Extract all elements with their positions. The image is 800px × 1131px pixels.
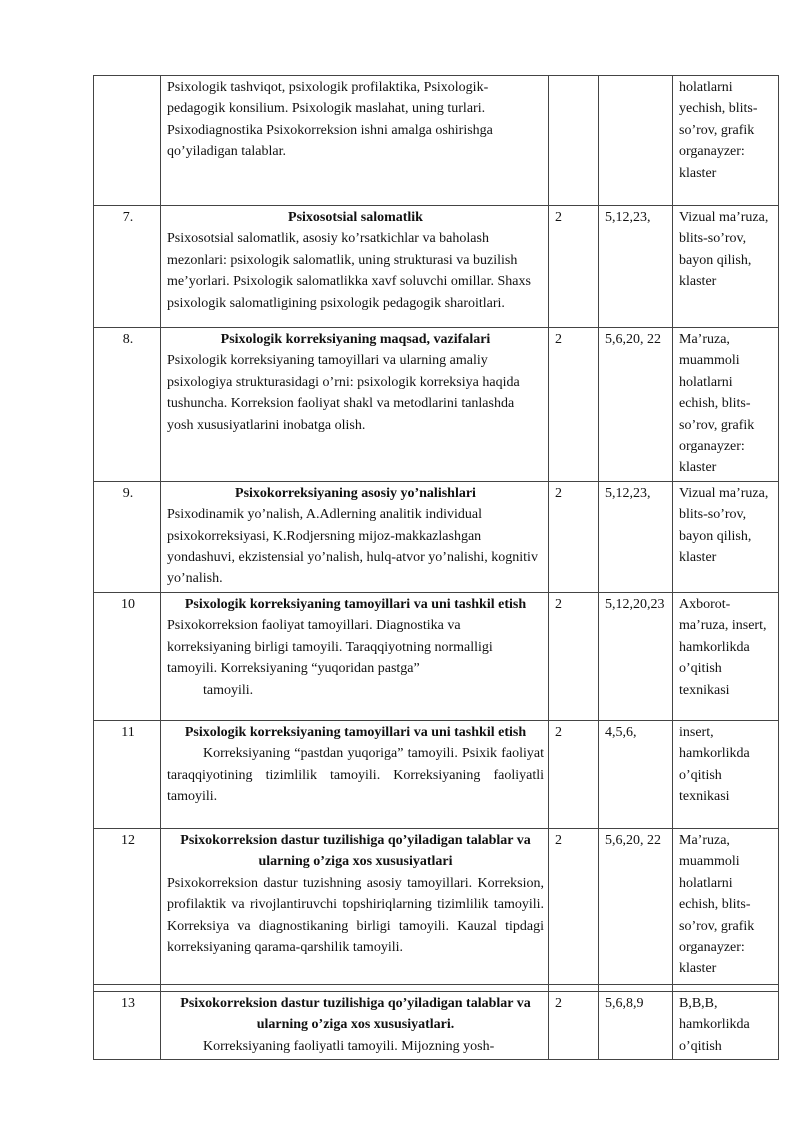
literature-cell: 5,12,23, (599, 206, 673, 328)
topic-cell (161, 828, 549, 984)
table-row (94, 828, 779, 984)
literature-cell: 5,6,8,9 (599, 991, 673, 1059)
methods-cell: insert, hamkorlikda o’qitish texnikasi (673, 720, 779, 828)
table-row (94, 76, 779, 206)
methods-cell: Axborot-ma’ruza, insert, hamkorlikda o’qitish texnikasi (673, 592, 779, 720)
topic-title: Psixokorreksion dastur tuzilishiga qo’yiladigan talablar va ularning o’ziga xos xususiyatlari. (180, 995, 531, 1033)
hours-cell: 2 (549, 328, 599, 482)
table-row (94, 481, 779, 592)
topic-title: Psixokorreksion dastur tuzilishiga qo’yiladigan talablar va ularning o’ziga xos xususiyatlari (180, 832, 531, 870)
topic-description: Psixokorreksion faoliyat tamoyillari. Diagnostika va korreksiyaning birligi tamoyili. Taraqqiyotning normalligi tamoyili. Korreksiyaning “yuqoridan pastga” (167, 618, 493, 677)
methods-cell: Vizual ma’ruza, blits-so’rov, bayon qilish, klaster (673, 481, 779, 592)
table-row (94, 592, 779, 720)
hours-cell: 2 (549, 592, 599, 720)
methods-cell: Vizual ma’ruza, blits-so’rov, bayon qilish, klaster (673, 206, 779, 328)
topic-title: Psixosotsial salomatlik (288, 210, 423, 225)
row-number: 9. (94, 481, 161, 592)
table-row (94, 328, 779, 482)
topic-title: Psixologik korreksiyaning maqsad, vazifalari (220, 332, 491, 347)
topic-cell (161, 206, 549, 328)
table-row (94, 991, 779, 1059)
topic-cell (161, 991, 549, 1059)
topic-title: Psixokorreksiyaning asosiy yo’nalishlari (235, 485, 476, 501)
topic-cell (161, 720, 549, 828)
table-row (94, 720, 779, 828)
hours-cell: 2 (549, 481, 599, 592)
topic-cell (161, 592, 549, 720)
topic-description: Psixologik tashviqot, psixologik profilaktika, Psixologik-pedagogik konsilium. Psixologik maslahat, uning turlari. Psixodiagnostika Psixokorreksion ishni amalga oshirishga qo’yiladigan talablar. (167, 80, 493, 160)
literature-cell: 5,12,23, (599, 481, 673, 592)
table-row (94, 206, 779, 328)
row-number: 8. (94, 328, 161, 482)
hours-cell: 2 (549, 206, 599, 328)
topic-cell (161, 481, 549, 592)
topic-description: Psixosotsial salomatlik, asosiy ko’rsatkichlar va baholash mezonlari: psixologik salomatlik, uning strukturasi va buzilish me’yorlari. Psixologik salomatlikka xavf soluvchi omillar. Shaxs psixologik salomatligining psixologik pedagogik sharoitlari. (167, 231, 531, 311)
methods-cell: Ma’ruza, muammoli holatlarni echish, blits-so’rov, grafik organayzer: klaster (673, 328, 779, 482)
hours-cell: 2 (549, 828, 599, 984)
syllabus-table (93, 75, 779, 1060)
hours-cell: 2 (549, 720, 599, 828)
row-number (94, 76, 161, 206)
topic-description-tail: tamoyili. (203, 682, 254, 698)
topic-title: Psixologik korreksiyaning tamoyillari va uni tashkil etish (184, 724, 527, 740)
methods-cell: holatlarni yechish, blits-so’rov, grafik organayzer: klaster (673, 76, 779, 206)
row-number: 11 (94, 720, 161, 828)
methods-cell: B,B,B, hamkorlikda o’qitish (673, 991, 779, 1059)
topic-description: Psixokorreksion dastur tuzishning asosiy tamoyillari. Korreksion, profilaktik va rivojlantiruvchi topshiriqlarning tizimlilik tamoyili. Korreksiya va diagnostikaning birligi tamoyili. Kauzal tipdagi korreksiyaning qarama-qarshilik tamoyili. (167, 875, 544, 955)
methods-cell: Ma’ruza, muammoli holatlarni echish, blits-so’rov, grafik organayzer: klaster (673, 828, 779, 984)
topic-cell (161, 76, 549, 206)
topic-description: Psixologik korreksiyaning tamoyillari va ularning amaliy psixologiya strukturasidagi o’rni: psixologik korreksiya haqida tushuncha. Korreksion faoliyat shakl va metodlarini tanlashda yosh xususiyatlarini inobatga olish. (167, 353, 520, 433)
topic-cell (161, 328, 549, 482)
topic-description: Korreksiyaning faoliyatli tamoyili. Mijozning yosh- (203, 1038, 495, 1054)
literature-cell: 5,6,20, 22 (599, 328, 673, 482)
hours-cell (549, 76, 599, 206)
topic-description: Psixodinamik yo’nalish, A.Adlerning analitik individual psixokorreksiyasi, K.Rodjersning mijoz-makkazlashgan yondashuvi, ekzistensial yo’nalish, hulq-atvor yo’nalishi, kognitiv yo’nalish. (167, 507, 538, 587)
row-number: 12 (94, 828, 161, 984)
row-number: 10 (94, 592, 161, 720)
topic-description: Korreksiyaning “pastdan yuqoriga” tamoyili. Psixik faoliyat taraqqiyotining tizimlilik tamoyili. Korreksiyaning faoliyatli tamoyili. (167, 746, 544, 805)
literature-cell (599, 76, 673, 206)
literature-cell: 5,12,20,23 (599, 592, 673, 720)
topic-title: Psixologik korreksiyaning tamoyillari va uni tashkil etish (184, 596, 527, 612)
literature-cell: 4,5,6, (599, 720, 673, 828)
row-separator (94, 984, 779, 991)
hours-cell: 2 (549, 991, 599, 1059)
literature-cell: 5,6,20, 22 (599, 828, 673, 984)
row-number: 7. (94, 206, 161, 328)
row-number: 13 (94, 991, 161, 1059)
